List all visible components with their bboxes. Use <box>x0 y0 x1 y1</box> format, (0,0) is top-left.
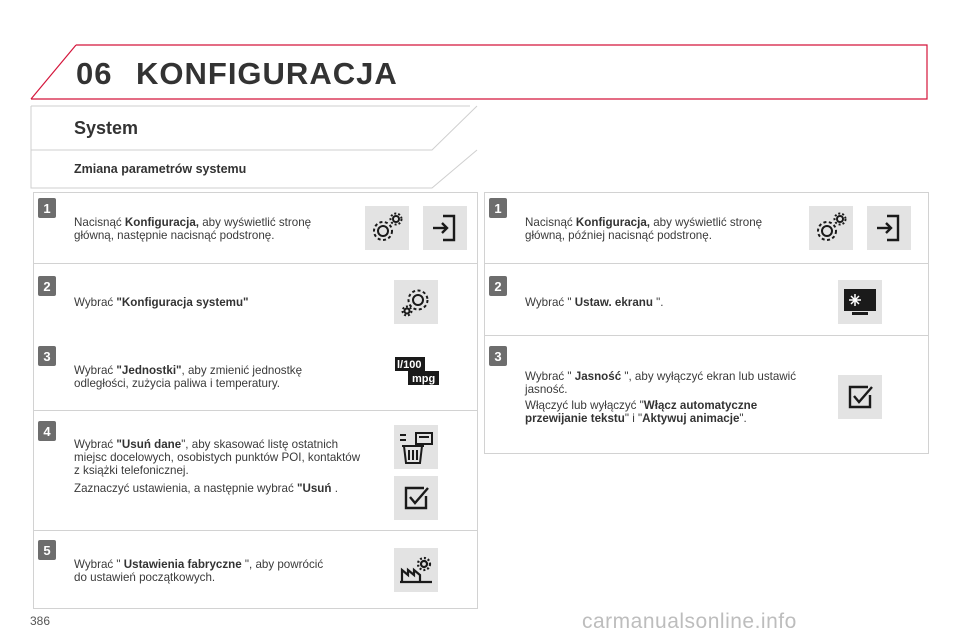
step-divider <box>33 530 477 531</box>
factory-reset-icon[interactable] <box>394 548 438 592</box>
step-2-text: Wybrać "Konfiguracja systemu" <box>74 296 249 309</box>
step-badge-4: 4 <box>38 421 56 441</box>
step-badge-5: 5 <box>38 540 56 560</box>
units-icon-top-label: l/100 <box>397 359 422 371</box>
right-step-2-text: Wybrać " Ustaw. ekranu ". <box>525 296 664 309</box>
right-step-badge-2: 2 <box>489 276 507 296</box>
subsection-title: Zmiana parametrów systemu <box>74 162 247 176</box>
section-title: System <box>74 118 139 138</box>
display-settings-icon[interactable] <box>838 280 882 324</box>
watermark: carmanualsonline.info <box>582 610 797 633</box>
step-badge-2: 2 <box>38 276 56 296</box>
step-divider <box>33 410 477 411</box>
right-step-badge-1: 1 <box>489 198 507 218</box>
right-step-badge-3: 3 <box>489 346 507 366</box>
step-divider <box>33 263 477 264</box>
checkbox-icon[interactable] <box>394 476 438 520</box>
step-4-text-2: Zaznaczyć ustawienia, a następnie wybrać "Usuń . <box>74 482 338 495</box>
step-4-text: Wybrać "Usuń dane", aby skasować listę ostatnich miejsc docelowych, osobistych punktów POI, kontaktów z książki telefonicznej. <box>74 438 361 477</box>
step-3-text: Wybrać "Jednostki", aby zmienić jednostkę odległości, zużycia paliwa i temperatury. <box>74 364 303 390</box>
step-divider <box>484 335 928 336</box>
chapter-number: 06 <box>76 56 113 91</box>
left-steps-panel <box>33 192 478 609</box>
step-badge-1: 1 <box>38 198 56 218</box>
right-step-3-text: Wybrać " Jasność ", aby wyłączyć ekran lub ustawić jasność. <box>525 370 797 396</box>
right-step-3-text-2: Włączyć lub wyłączyć "Włącz automatyczne przewijanie tekstu" i "Aktywuj animacje". <box>525 399 758 425</box>
units-icon-bottom-label: mpg <box>412 373 436 385</box>
settings-gear-icon[interactable] <box>809 206 853 250</box>
step-5-text: Wybrać " Ustawienia fabryczne ", aby powrócić do ustawień początkowych. <box>74 558 324 584</box>
page-arrow-icon[interactable] <box>867 206 911 250</box>
checkbox-icon[interactable] <box>838 375 882 419</box>
settings-gear-icon[interactable] <box>365 206 409 250</box>
page-arrow-icon[interactable] <box>423 206 467 250</box>
right-step-1-text: Nacisnąć Konfiguracja, aby wyświetlić stronę główną, później nacisnąć podstronę. <box>525 216 763 242</box>
step-divider <box>484 263 928 264</box>
units-icon[interactable] <box>394 356 440 386</box>
step-1-text: Nacisnąć Konfiguracja, aby wyświetlić stronę główną, następnie nacisnąć podstronę. <box>74 216 312 242</box>
system-settings-gear-icon[interactable] <box>394 280 438 324</box>
delete-data-icon[interactable] <box>394 425 438 469</box>
page-number: 386 <box>30 614 51 628</box>
chapter-title: KONFIGURACJA <box>136 56 398 91</box>
step-badge-3: 3 <box>38 346 56 366</box>
